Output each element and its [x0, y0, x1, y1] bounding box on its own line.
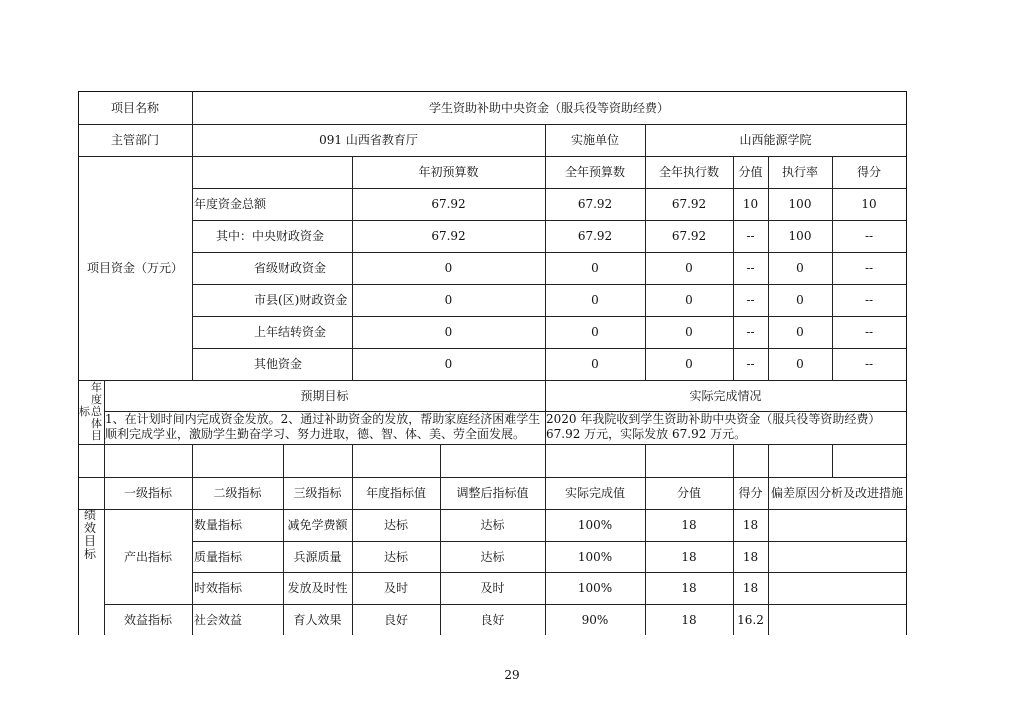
perf-row-annual: 达标 [383, 518, 408, 532]
funds-row-label: 其他资金 [254, 357, 303, 371]
department-label: 主管部门 [110, 133, 159, 147]
perf-row-note [768, 572, 906, 604]
goals-side-label: 年度总体目 [91, 381, 102, 442]
perf-row-note [768, 509, 906, 541]
perf-row-note [768, 604, 906, 635]
actual-completion-header: 实际完成情况 [689, 388, 762, 403]
perf-row-level3: 减免学费额 [287, 518, 348, 532]
funds-row-label: 市县(区)财政资金 [254, 293, 348, 307]
perf-row-score-value: 18 [681, 518, 697, 532]
perf-row-note [768, 541, 906, 572]
output-indicator-label: 产出指标 [123, 549, 172, 564]
perf-side-label: 绩效目标 [84, 508, 97, 561]
perf-row-actual: 100% [577, 581, 613, 595]
perf-row-level2: 社会效益 [194, 612, 243, 627]
perf-row-actual: 100% [577, 549, 613, 564]
funds-row-cell: 67.92 [577, 229, 613, 243]
perf-header-deviation: 偏差原因分析及改进措施 [770, 486, 903, 500]
funds-row-label: 其中：中央财政资金 [216, 229, 325, 243]
funds-row-cell: -- [864, 261, 874, 275]
perf-header-level2: 二级指标 [213, 486, 262, 500]
funds-row-cell: 0 [591, 293, 599, 307]
funds-row-cell: 67.92 [577, 197, 613, 211]
funds-row-cell: 10 [742, 197, 759, 211]
funds-header-score: 得分 [856, 165, 881, 179]
perf-row-score-value: 18 [681, 549, 697, 564]
perf-row-adjusted: 达标 [480, 549, 505, 564]
perf-header-actual: 实际完成值 [564, 486, 625, 500]
department-value: 091 山西省教育厅 [319, 133, 418, 147]
funds-row-label: 省级财政资金 [254, 261, 327, 275]
funds-row-label: 年度资金总额 [194, 197, 267, 211]
funds-row-cell: 67.92 [431, 229, 466, 243]
page-number: 29 [504, 668, 520, 682]
goals-side-label-tail: 标 [79, 405, 90, 418]
expected-goal-header: 预期目标 [300, 388, 349, 403]
funds-row-cell: -- [746, 325, 755, 339]
funds-row-cell: 100 [788, 197, 812, 211]
perf-row-level3: 育人效果 [293, 612, 342, 627]
perf-header-score-value: 分值 [676, 486, 701, 500]
funds-row-cell: 67.92 [431, 197, 466, 211]
funds-row-cell: 0 [444, 261, 453, 275]
perf-header-level3: 三级指标 [293, 486, 342, 500]
perf-row-annual: 良好 [383, 612, 408, 627]
perf-row-level2: 质量指标 [194, 549, 243, 564]
perf-header-annual: 年度指标值 [365, 486, 426, 500]
funds-row-cell: 10 [861, 197, 877, 211]
actual-completion-text: 2020 年我院收到学生资助补助中央资金（服兵役等资助经费）67.92 万元，实际发放 67.92 万元。 [546, 412, 881, 441]
perf-row-level2: 数量指标 [194, 518, 243, 532]
funds-row-cell: 0 [685, 261, 693, 275]
funds-row-cell: 0 [796, 325, 804, 339]
funds-header-initial-budget: 年初预算数 [418, 165, 479, 179]
implementer-value: 山西能源学院 [739, 133, 812, 147]
funds-row-cell: 0 [444, 357, 453, 371]
perf-row-adjusted: 良好 [480, 612, 505, 627]
funds-section-label: 项目资金（万元） [86, 261, 183, 275]
funds-row-cell: 0 [444, 325, 453, 339]
funds-row-cell: -- [746, 261, 755, 275]
funds-header-exec-rate: 执行率 [781, 165, 818, 179]
perf-header-adjusted: 调整后指标值 [456, 486, 529, 500]
funds-row-cell: -- [746, 229, 755, 243]
funds-row-cell: 67.92 [671, 229, 707, 243]
perf-header-score: 得分 [738, 486, 763, 500]
perf-row-actual: 100% [577, 518, 613, 532]
perf-row-actual: 90% [581, 612, 609, 627]
funds-row-cell: 0 [591, 357, 599, 371]
funds-row-cell: 0 [685, 293, 693, 307]
funds-row-cell: 0 [796, 357, 804, 371]
funds-row-cell: 0 [591, 261, 599, 275]
funds-row-cell: -- [746, 293, 755, 307]
funds-row-cell: 0 [444, 293, 453, 307]
perf-row-score: 18 [742, 549, 759, 564]
funds-row-cell: 0 [796, 261, 804, 275]
funds-row-cell: 67.92 [671, 197, 707, 211]
benefit-indicator-label: 效益指标 [123, 612, 172, 627]
funds-header-score-value: 分值 [738, 165, 763, 179]
funds-row-cell: -- [864, 325, 874, 339]
perf-row-score: 16.2 [737, 612, 764, 627]
funds-header-annual-budget: 全年预算数 [564, 165, 625, 179]
funds-row-cell: 0 [591, 325, 599, 339]
perf-row-score-value: 18 [681, 581, 697, 595]
perf-row-score: 18 [742, 518, 759, 532]
project-name-label: 项目名称 [110, 100, 159, 115]
project-name-value: 学生资助补助中央资金（服兵役等资助经费） [428, 100, 669, 115]
perf-row-adjusted: 及时 [480, 581, 505, 595]
funds-row-cell: 100 [788, 229, 812, 243]
perf-row-level2: 时效指标 [194, 581, 243, 595]
funds-row-cell: 0 [685, 357, 693, 371]
funds-row-cell: -- [864, 357, 874, 371]
perf-row-annual: 达标 [383, 549, 408, 564]
perf-row-level3: 兵源质量 [293, 549, 342, 564]
expected-goal-text: 1、在计划时间内完成资金发放。2、通过补助资金的发放，帮助家庭经济困难学生顺利完成学业，激励学生勤奋学习、努力进取，德、智、体、美、劳全面发展。 [105, 412, 541, 441]
perf-row-level3: 发放及时性 [287, 581, 348, 595]
funds-row-cell: -- [746, 357, 755, 371]
implementer-label: 实施单位 [570, 133, 619, 147]
funds-row-cell: 0 [685, 325, 693, 339]
funds-row-cell: 0 [796, 293, 804, 307]
perf-row-score-value: 18 [681, 612, 697, 627]
perf-row-score: 18 [742, 581, 759, 595]
funds-row-cell: -- [864, 229, 874, 243]
perf-header-level1: 一级指标 [123, 486, 172, 500]
funds-row-label: 上年结转资金 [254, 325, 327, 339]
funds-row-cell: -- [864, 293, 874, 307]
funds-header-executed: 全年执行数 [658, 165, 719, 179]
perf-row-adjusted: 达标 [480, 518, 505, 532]
perf-row-annual: 及时 [383, 581, 408, 595]
